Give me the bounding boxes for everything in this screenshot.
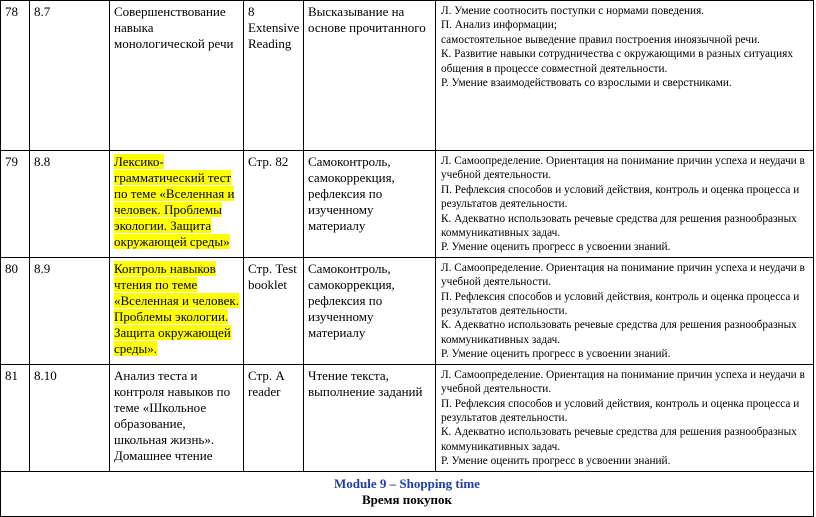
competency-line: Л. Самоопределение. Ориентация на понимание причин успеха и неудачи в учебной деятельности. xyxy=(441,368,805,396)
module-subtitle: Время покупок xyxy=(361,491,453,507)
module-header-row xyxy=(1,471,814,516)
lesson-code: 8.8 xyxy=(30,151,110,258)
lesson-competencies xyxy=(436,151,814,258)
lesson-code: 8.7 xyxy=(30,1,110,151)
competency-line: П. Рефлексия способов и условий действия, контроль и оценка процесса и результатов деятельности. xyxy=(441,183,800,211)
competency-line: Л. Умение соотносить поступки с нормами поведения. xyxy=(441,5,705,17)
competency-line: П. Рефлексия способов и условий действия, контроль и оценка процесса и результатов деятельности. xyxy=(441,290,800,318)
lesson-activity: Высказывание на основе прочитанного xyxy=(304,1,436,151)
competency-line: К. Адекватно использовать речевые средства для решения разнообразных коммуникативных задач. xyxy=(441,212,797,240)
lesson-page-ref: Стр. A reader xyxy=(244,364,304,471)
lesson-page-ref: Стр. 82 xyxy=(244,151,304,258)
lesson-code: 8.9 xyxy=(30,257,110,364)
lesson-code: 8.10 xyxy=(30,364,110,471)
competency-line: самостоятельное выведение правил построения иноязычной речи. xyxy=(441,33,760,46)
competency-line: П. Рефлексия способов и условий действия, контроль и оценка процесса и результатов деятельности. xyxy=(441,397,800,424)
lesson-number: 78 xyxy=(1,1,30,151)
competency-line: К. Адекватно использовать речевые средства для решения разнообразных коммуникативных задач. xyxy=(441,426,797,453)
lesson-number: 80 xyxy=(1,257,30,364)
lesson-page-ref: Стр. Test booklet xyxy=(244,257,304,364)
competency-line: Р. Умение оценить прогресс в усвоении знаний. xyxy=(441,241,671,254)
lesson-activity: Самоконтроль, самокоррекция, рефлексия по изученному материалу xyxy=(304,257,436,364)
lesson-competencies xyxy=(436,364,814,471)
lesson-row xyxy=(1,1,814,151)
lesson-plan-body xyxy=(1,1,814,517)
competency-line: Л. Самоопределение. Ориентация на понимание причин успеха и неудачи в учебной деятельности. xyxy=(441,155,805,182)
lesson-number: 79 xyxy=(1,151,30,258)
competency-line: Л. Самоопределение. Ориентация на понимание причин успеха и неудачи в учебной деятельности. xyxy=(441,261,805,289)
lesson-row xyxy=(1,151,814,258)
lesson-row xyxy=(1,257,814,364)
competency-line: Р. Умение взаимодействовать со взрослыми и сверстниками. xyxy=(441,77,732,90)
module-title: Module 9 – Shopping time xyxy=(334,475,480,491)
lesson-topic xyxy=(110,257,244,364)
lesson-topic-text: Лексико-грамматический тест по теме «Вселенная и человек. Проблемы экологии. Защита окружающей среды» xyxy=(114,154,235,249)
competency-line: Р. Умение оценить прогресс в усвоении знаний. xyxy=(441,348,671,361)
competency-line: Р. Умение оценить прогресс в усвоении знаний. xyxy=(441,455,671,468)
module-header xyxy=(1,471,814,516)
lesson-competencies xyxy=(436,257,814,364)
lesson-topic-text: Совершенствование навыка монологической речи xyxy=(114,4,234,51)
competency-line: К. Адекватно использовать речевые средства для решения разнообразных коммуникативных задач. xyxy=(441,319,797,346)
lesson-topic-text: Анализ теста и контроля навыков по теме «Школьное образование, школьная жизнь». Домашнее чтение xyxy=(114,367,231,463)
competency-line: П. Анализ информации; xyxy=(441,19,557,32)
lesson-row xyxy=(1,364,814,471)
competency-line: К. Развитие навыки сотрудничества с окружающими в разных ситуациях общения в процессе совместной деятельности. xyxy=(441,48,793,75)
lesson-topic xyxy=(110,151,244,258)
lesson-page-ref: 8 Extensive Reading xyxy=(244,1,304,151)
lesson-topic xyxy=(110,1,244,151)
lesson-topic-text: Контроль навыков чтения по теме «Вселенная и человек. Проблемы экологии. Защита окружающей среды». xyxy=(114,260,239,356)
lesson-activity: Чтение текста, выполнение заданий xyxy=(304,364,436,471)
lesson-number: 81 xyxy=(1,364,30,471)
lesson-competencies xyxy=(436,1,814,151)
lesson-topic xyxy=(110,364,244,471)
lesson-activity: Самоконтроль, самокоррекция, рефлексия по изученному материалу xyxy=(304,151,436,258)
